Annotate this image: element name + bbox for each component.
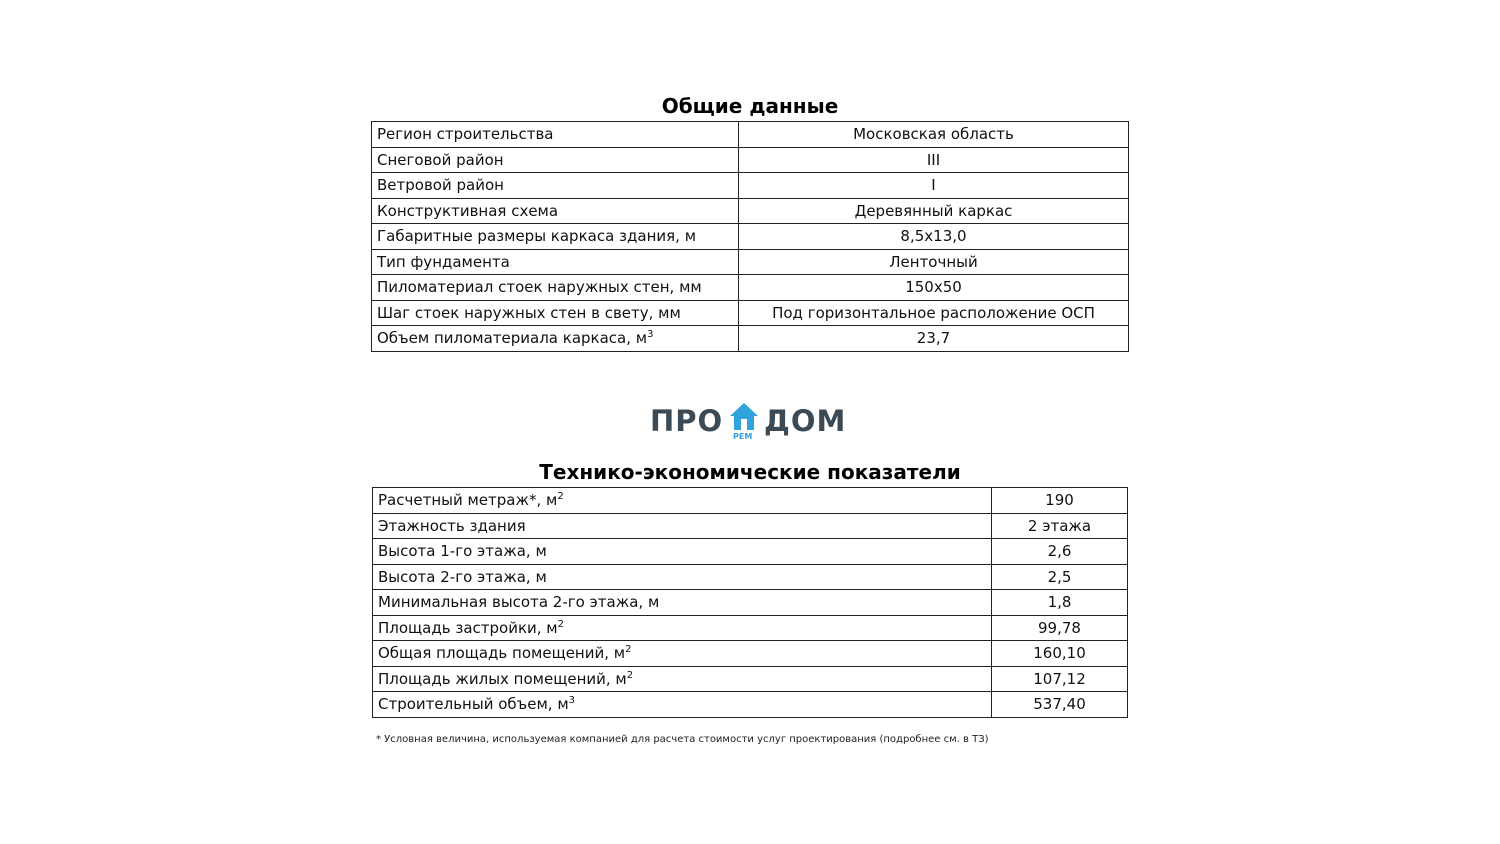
tech-row — [373, 692, 1128, 718]
general-key-cell — [372, 198, 739, 224]
general-key: Тип фундамента — [377, 252, 510, 271]
tech-value: 107,12 — [992, 666, 1128, 692]
tech-value: 99,78 — [992, 615, 1128, 641]
tech-key: Минимальная высота 2-го этажа, м — [378, 593, 660, 612]
general-row — [372, 122, 1129, 148]
footnote: * Условная величина, используемая компанией для расчета стоимости услуг проектирования (подробнее см. в ТЗ) — [376, 734, 989, 745]
tech-key-cell — [373, 488, 992, 514]
general-value: 8,5x13,0 — [739, 224, 1129, 250]
general-value: Ленточный — [739, 249, 1129, 275]
tech-key-cell — [373, 615, 992, 641]
unit-superscript: 2 — [626, 669, 634, 681]
company-logo — [650, 402, 850, 444]
general-key-cell — [372, 122, 739, 148]
tech-economic-title: Технико-экономические показатели — [539, 460, 961, 484]
general-value: Под горизонтальное расположение ОСП — [739, 300, 1129, 326]
tech-row — [373, 641, 1128, 667]
unit-superscript: 2 — [557, 491, 564, 503]
tech-key: Общая площадь помещений, м — [378, 644, 626, 663]
tech-value: 2 этажа — [992, 513, 1128, 539]
general-row — [372, 326, 1129, 352]
general-key-cell — [372, 300, 739, 326]
tech-key: Высота 1-го этажа, м — [378, 542, 547, 561]
general-key-cell — [372, 275, 739, 301]
tech-key: Расчетный метраж*, м — [378, 491, 558, 510]
general-row — [372, 275, 1129, 301]
general-value: III — [739, 147, 1129, 173]
general-key-cell — [372, 147, 739, 173]
general-data-table — [371, 121, 1129, 352]
tech-key: Высота 2-го этажа, м — [378, 567, 547, 586]
tech-row — [373, 564, 1128, 590]
unit-superscript: 2 — [625, 644, 632, 656]
general-key-cell — [372, 224, 739, 250]
general-key: Шаг стоек наружных стен в свету, мм — [377, 303, 681, 322]
tech-row — [373, 539, 1128, 565]
general-key: Габаритные размеры каркаса здания, м — [377, 227, 697, 246]
general-row — [372, 173, 1129, 199]
tech-row — [373, 590, 1128, 616]
tech-key-cell — [373, 513, 992, 539]
general-key: Объем пиломатериала каркаса, м — [377, 329, 648, 348]
tech-key-cell — [373, 692, 992, 718]
tech-key-cell — [373, 539, 992, 565]
general-row — [372, 147, 1129, 173]
tech-row — [373, 488, 1128, 514]
general-key: Регион строительства — [377, 125, 554, 144]
tech-value: 537,40 — [992, 692, 1128, 718]
tech-row — [373, 666, 1128, 692]
logo-word-dom: ДОМ — [764, 404, 847, 438]
general-key: Ветровой район — [377, 176, 504, 195]
tech-key-cell — [373, 666, 992, 692]
tech-row — [373, 513, 1128, 539]
logo-word-pro: ПРО — [650, 404, 724, 438]
tech-value: 2,5 — [992, 564, 1128, 590]
tech-row — [373, 615, 1128, 641]
tech-key: Площадь застройки, м — [378, 618, 558, 637]
tech-key-cell — [373, 641, 992, 667]
general-key: Снеговой район — [377, 150, 504, 169]
general-row — [372, 198, 1129, 224]
tech-key-cell — [373, 564, 992, 590]
unit-superscript: 2 — [557, 618, 564, 630]
general-data-title: Общие данные — [661, 94, 839, 118]
general-key-cell — [372, 249, 739, 275]
tech-value: 1,8 — [992, 590, 1128, 616]
general-key-cell — [372, 326, 739, 352]
general-value: Деревянный каркас — [739, 198, 1129, 224]
general-row — [372, 300, 1129, 326]
general-row — [372, 224, 1129, 250]
tech-key: Строительный объем, м — [378, 695, 569, 714]
general-key: Конструктивная схема — [377, 201, 559, 220]
general-row — [372, 249, 1129, 275]
general-key-cell — [372, 173, 739, 199]
general-value: I — [739, 173, 1129, 199]
tech-economic-table — [372, 487, 1128, 718]
general-value: 150x50 — [739, 275, 1129, 301]
tech-key: Площадь жилых помещений, м — [378, 669, 627, 688]
general-key: Пиломатериал стоек наружных стен, мм — [377, 278, 702, 297]
unit-superscript: 3 — [647, 329, 654, 341]
tech-key: Этажность здания — [378, 516, 526, 535]
unit-superscript: 3 — [568, 695, 576, 707]
logo-small-text: РЕМ — [733, 432, 753, 441]
tech-key-cell — [373, 590, 992, 616]
tech-value: 190 — [992, 488, 1128, 514]
tech-value: 160,10 — [992, 641, 1128, 667]
tech-value: 2,6 — [992, 539, 1128, 565]
house-icon — [729, 402, 759, 436]
general-value: Московская область — [739, 122, 1129, 148]
general-value: 23,7 — [739, 326, 1129, 352]
